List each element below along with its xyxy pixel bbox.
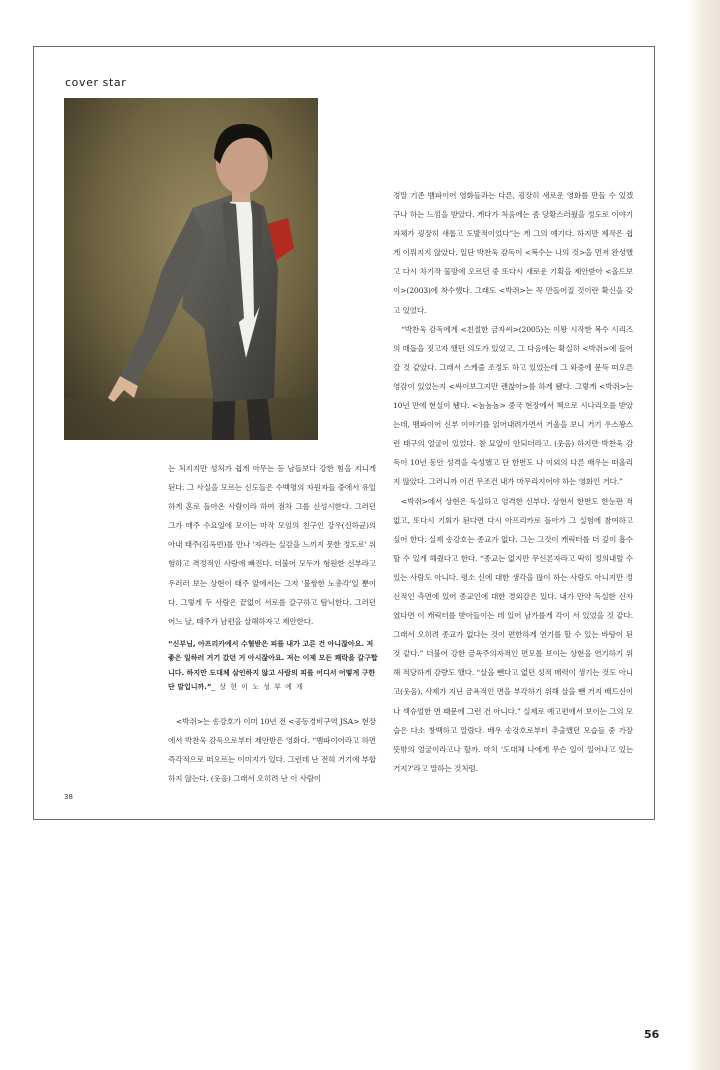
page-number: 56 [644, 1028, 660, 1041]
binding-edge [688, 0, 720, 1070]
quote-body: “신부님, 아프리카에서 수혈받은 피를 내가 고른 건 아니잖아요. 저 좋은 일하러 거기 갔던 거 아시잖아요. 저는 이제 모든 쾌락을 갈구합니다. 하지만 도대체 살인하지 않고 사람의 피를 어디서 어떻게 구한단 말입니까.” [168, 640, 378, 691]
page-number-inner: 38 [64, 793, 73, 801]
section-label: cover star [65, 76, 127, 89]
pull-quote [168, 637, 378, 694]
portrait-photo-icon [64, 98, 318, 440]
paragraph: <박쥐>는 송강호가 이미 10년 전 <공동경비구역 JSA> 현장에서 박찬욱 감독으로부터 제안받은 영화다. “뱀파이어라고 하면 즉각적으로 떠오르는 이미지가 있다. 그런데 난 전혀 거기에 부합하지 않는다. (웃음) 그래서 오히려 난 이 사람이 [168, 717, 376, 784]
article-column-left-continued [168, 712, 376, 788]
paragraph: <박쥐>에서 상현은 독실하고 엄격한 신부다. 상현서 한번도 한눈판 적 없고, 또다시 기회가 된다면 다시 아프리카로 돌아가 그 실험에 참여하고 싶어 한다. 실제 송강호는 종교가 없다. 그는 그것이 캐릭터를 더 깊이 흡수할 수 있게 해줬다고 한다. “종교는 없지만 무신론자라고 딱히 정의내릴 수 있는 사람도 아니다. 평소 신에 대한 생각을 많이 하는 사람도 아니지만 정신적인 측면에 있어 종교인에 대한 경외감은 있다. 내가 만약 독실한 신자였다면 이 캐릭터를 받아들이는 데 있어 남가를게 각이 서 있었을 것 같다. 그래서 오히려 종교가 없다는 것이 편한하게 연기를 할 수 있는 바탕이 된 것 같다.” 더불어 강한 금욕주의자적인 면모를 보이는 상현을 연기하기 위해 적당하게 감량도 했다. “살을 뺀다고 없던 성적 매력이 생기는 것도 아니고(웃음), 사제가 지닌 금욕적인 면을 부각하기 위해 살을 뺀 거지 배드신이나 섹슈얼한 면 때문에 그런 건 아니다.” 실제로 예고편에서 보이는 그의 모습은 다소 창백하고 말랐다. 배우 송강호로부터 추출했던 모습들 중 가장 뜻밖의 얼굴이라고나 할까. 마치 ‘도대체 나에게 무슨 일이 일어나고 있는 거지?’라고 말하는 것처럼. [393, 496, 633, 773]
quote-attribution: _ 상 현 이 노 성 부 에 게 [211, 682, 304, 691]
paragraph: 는 처지지만 성처가 쉽게 아무는 등 남들보다 강한 힘을 지니게 된다. 그 사실을 모르는 신도들은 수백명의 자원자들 중에서 유일하게 혼로 돌아온 사람이라 하여 점차 그를 신성시한다. 그러던 그가 매주 수요일에 모이는 마작 모임의 친구인 강우(신하균)의 아내 태주(김옥빈)를 만나 '자라는 실감을 느끼지 못한 정도로' 위험하고 격정적인 사랑에 빠진다. 더불어 모두가 형원한 신부라고 우러러 보는 상현이 태주 앞에서는 그저 '불쌍한 노총각'일 뿐이다. 그렇게 두 사람은 끝없이 서로를 갈구하고 탐닉한다. 그러던 어느 날, 태주가 남편을 살해하자고 제안한다. [168, 464, 376, 626]
paragraph: 정말 기존 뱀파이어 영화들과는 다른, 굉장히 새로운 영화를 만들 수 있겠구나 하는 느낌을 받았다. 게다가 처음에는 좀 당황스러웠을 정도로 이야기 자체가 굉장히 새롭고 도발적이었다”는 게 그의 얘기다. 하지만 제작은 쉽게 이뤄지지 않았다. 일단 박찬욱 감독이 <복수는 나의 것>을 먼저 완성했고 다시 차기작 물망에 오르던 중 또다시 새로운 기획을 제안받아 <올드보이>(2003)에 착수했다. 그래도 <박쥐>는 꼭 만들어질 것이란 확신을 갖고 있었다. [393, 191, 633, 315]
article-column-left [168, 459, 376, 631]
quote-text [168, 637, 378, 694]
portrait-photo [64, 98, 318, 440]
paragraph: “박찬욱 감독에게 <친절한 금자씨>(2005)는 이왕 시작한 복수 시리즈의 매듭을 짓고자 했던 의도가 있었고, 그 다음에는 확실히 <박쥐>에 들어갈 것 같았다. 그래서 스케줄 조정도 하고 있었는데 그 와중에 문득 떠오른 영감이 있었는지 <싸이보그지만 괜찮아>를 하게 됐다. 그렇게 <박쥐>는 10년 만에 현실이 됐다. <놈놈놈> 중국 현장에서 책으로 시나리오를 받았는데, 뱀파이어 신부 이야기를 읽어내려가면서 거울을 보니 거기 우스꽝스런 태구의 얼굴이 있었다. 참 묘알이 안되더라고. (웃음) 하지만 박찬욱 감독이 10년 동안 성격을 숙성했고 단 한번도 나 이외의 다른 배우는 떠올리지 않았다. 그러니까 이건 무조건 내가 마무리지어야 하는 영화인 거다.” [393, 324, 633, 487]
article-column-right [393, 186, 633, 778]
